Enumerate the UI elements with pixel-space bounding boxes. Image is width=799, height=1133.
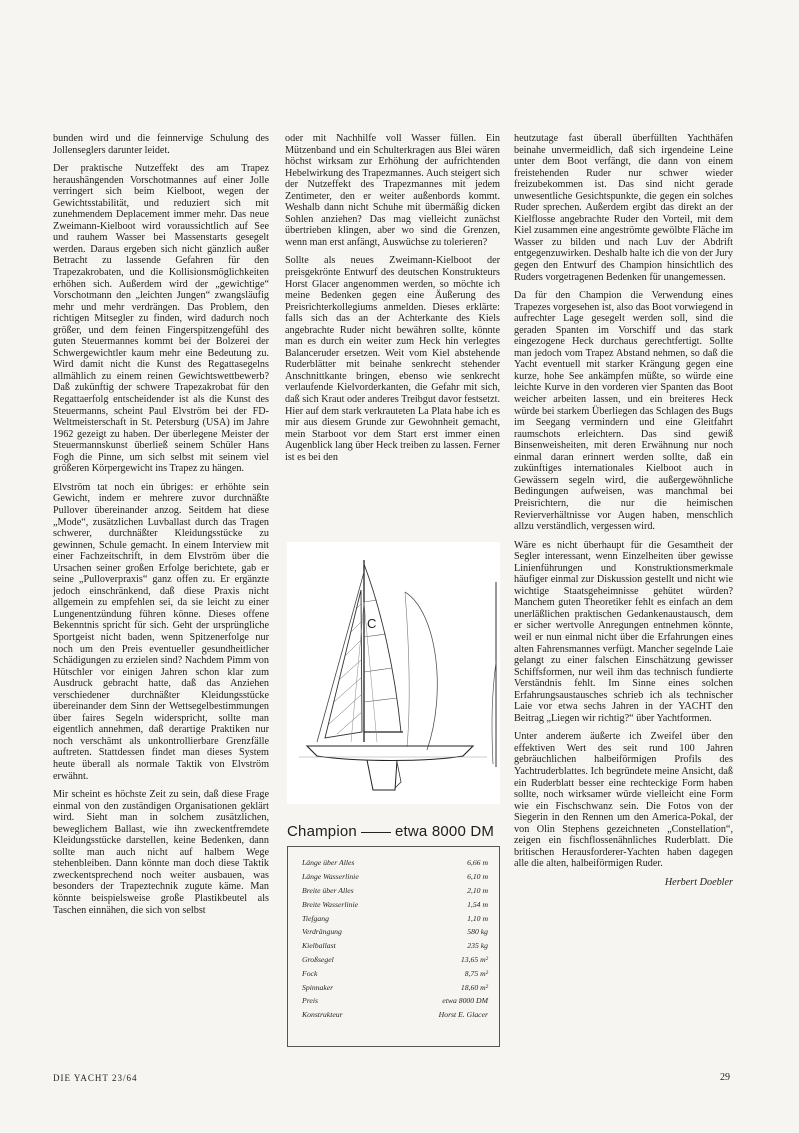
spec-row — [302, 870, 488, 884]
sail-letter: C — [367, 616, 377, 631]
paragraph: Sollte als neues Zweimann-Kielboot der preisgekrönte Entwurf des deutschen Konstrukteurs Horst Glacer angenommen werden, so möchte ich meine Bedenken gegen eine Äußerung des Preisrichterkollegiums anmelden. Dieses erklärte: falls sich das an der Achterkante des Kiels angebrachte Ruder nicht bewähren sollte, könnte man es durch ein weiter zum Heck hin verlegtes Balanceruder ersetzen. Weit vom Kiel abstehende Ruderblätter mit beinahe senkrecht stehender Anschnittkante bringen, ebenso wie senkrecht verlaufende Kielvorderkanten, die Gefahr mit sich, daß sich Kraut oder anderes Treibgut davor festsetzt. Hier auf dem stark verkrauteten La Plata habe ich es mir aus diesem Grunde zur Gewohnheit gemacht, mein Starboot vor dem Start erst immer einen Augenblick lang über Heck treiben zu lassen. Ferner ist es bei den — [285, 255, 501, 463]
author-signature: Herbert Doebler — [664, 876, 733, 888]
spec-value: 580 kg — [467, 927, 488, 937]
article-column-3 — [514, 133, 733, 888]
spec-value: 235 kg — [467, 941, 488, 951]
spec-value: 6,66 m — [467, 858, 488, 868]
paragraph: Der praktische Nutzeffekt des am Trapez heraushängenden Vorschotmannes auf einer Jolle verringert sich beim Kielboot, wegen der Gewichtsstabilität, und reduziert sich mit zunehmendem Deplacement immer mehr. Das neue Zweimann-Kielboot wird voraussichtlich auf See und rauhem Wasser bei Massenstarts gesegelt werden. Daraus ergeben sich nicht gänzlich außer Betracht zu lassende Gefahren für den Trapezakrobaten, und die Kollisionsmöglichkeiten erhöhen sich. Außerdem wird der „gewichtige“ Vorschotmann den „leichten Jungen“ zwangsläufig mehr und mehr verdrängen. Das Problem, den richtigen Mitsegler zu finden, wird dadurch noch größer, und dem feinen Fingerspitzengefühl des guten Steuermannes kommt bei der Bolzerei der Schwergewichtler kaum mehr eine Bedeutung zu. Wird damit nicht die Kunst des Regattasegelns allmählich zu einem reinen Gewichtswettbewerb? Daß zukünftig der schwere Trapezakrobat für den Regattaerfolg entscheidender ist als die Kunst des Steuermanns, scheint Paul Elvström bei der FD-Weltmeisterschaft in St. Petersburg (USA) im Jahre 1962 gezeigt zu haben. Der überlegene Meister der Steuermannskunst überließ seinem Schüler Hans Fogh die Pinne, um sich selbst mit seinem viel größeren Körpergewicht ins Trapez zu hängen. — [53, 163, 269, 475]
spec-row — [302, 980, 488, 994]
spec-value: Horst E. Glacer — [438, 1010, 488, 1020]
spec-row — [302, 897, 488, 911]
spec-value: 8,75 m² — [464, 968, 488, 978]
specifications-table — [302, 856, 488, 1022]
spec-label: Tiefgang — [302, 913, 329, 923]
paragraph: bunden wird und die feinnervige Schulung des Jollenseglers darunter leidet. — [53, 133, 269, 156]
article-column-2 — [285, 133, 500, 470]
spec-value: 18,60 m² — [460, 982, 488, 992]
specifications-box — [287, 846, 500, 1047]
sail-plan-svg — [287, 542, 500, 804]
spec-value: 2,10 m — [467, 885, 488, 895]
paragraph: Unter anderem äußerte ich Zweifel über den effektiven Wert des seit rund 100 Jahren gebräuchlichen halbeiförmigen Profils des Yachtruderblattes. Ich begründete meine Ansicht, daß ein Ruderblatt besser eine rechteckige Form haben sollte, noch wirksamer würde vielleicht eine Form wie ein Fischschwanz sein. Die Fotos von der Siegerin in den Rennen um den America-Pokal, der von Olin Stephens gezeichneten „Constellation“, zeigen ein fischflossenähnliches Ruderblatt. Die britischen Herausforderer-Yachten haben dagegen alle die alten, halbeiförmigen Ruder. — [514, 731, 733, 870]
spec-row — [302, 884, 488, 898]
boat-price: etwa 8000 DM — [394, 823, 495, 840]
spec-value: 13,65 m² — [460, 954, 488, 964]
spec-label: Kielballast — [302, 941, 336, 951]
paragraph: heutzutage fast überall überfüllten Yachthäfen beinahe unvermeidlich, daß sich irgendeine Leine unter dem Boot verfängt, die dann von einem freistehenden Ruder nur schwer wieder freizubekommen ist. Das sind nicht gerade unwesentliche Gesichtspunkte, die gegen ein solches Ruder sprechen. Außerdem ergibt das direkt an der Kielflosse angebrachte Ruder den Vorteil, mit dem Kiel zusammen eine angeströmte gewölbte Fläche im Wasser zu bilden und nach Luv der Abdrift entgegenzuwirken. Deshalb halte ich die von der Jury gegen den Entwurf des Champion hinsichtlich des Ruders vorgetragenen Bedenken für unangemessen. — [514, 133, 733, 283]
spec-row — [302, 925, 488, 939]
spec-value: 1,54 m — [467, 899, 488, 909]
paragraph: Da für den Champion die Verwendung eines Trapezes vorgesehen ist, also das Boot vorwiegend in aufrechter Lage gesegelt werden soll, sind die geraden Spanten im Vorschiff und das stark eingezogene Heck durchaus gerechtfertigt. Sollte man jedoch vom Trapez Abstand nehmen, so daß die Yacht eventuell mit starker Krängung gegen eine kurze, hohe See ankämpfen müßte, so würde eine leichte Kurve in den vorderen vier Spanten das Boot weicher arbeiten lassen, und ein breiteres Heck würde bei starkem Überliegen das Schlagen des Bugs im Seegang vermindern und eine Gleitfahrt raumschots erleichtern. Das sind gewiß Binsenweisheiten, mit deren Erwähnung nur noch einmal daran erinnert werden sollte, daß ein zukünftiges internationales Kielboot auch in Gewässern segeln wird, die außergewöhnliche Bedingungen aufweisen, was manchmal bei Preisrichtern, die nur die heimischen Revierverhältnisse vor Augen haben, menschlich allzu verständlich, vergessen wird. — [514, 290, 733, 533]
spec-label: Breite über Alles — [302, 885, 354, 895]
spec-label: Preis — [302, 996, 318, 1006]
sail-plan-drawing — [287, 542, 500, 804]
article-column-1 — [53, 133, 269, 923]
spec-row — [302, 994, 488, 1008]
spec-row — [302, 1008, 488, 1022]
spec-label: Länge über Alles — [302, 858, 355, 868]
figure-caption — [287, 823, 502, 840]
paragraph: Elvström tat noch ein übriges: er erhöhte sein Gewicht, indem er mehrere zuvor durchnäßte Pullover übereinander anzog. Seitdem hat diese „Mode“, zusätzlichen Luvballast durch das Tragen schwerer, durchnäßter Kleidungsstücke zu gewinnen, Schule gemacht. In einem Interview mit einer Fachzeitschrift, in dem Elvström über die Ursachen seiner großen Erfolge berichtete, gab er seine „Pulloverpraxis“ ganz offen zu. Er ergänzte jedoch einschränkend, daß diese Praxis nicht allgemein zu empfehlen sei, da sie leicht zu einer Lungenentzündung führen könne. Dieses offene Bekenntnis spricht für sich. Geht der ursprüngliche Sportgeist nicht baden, wenn Spitzenerfolge nur noch um den Preis eventueller gesundheitlicher Schädigungen zu erzielen sind? Nachdem Pimm von Hütschler vor einigen Jahren schon klar zum Ausdruck gebracht hatte, daß das Anziehen verschiedener durchnäßter Kleidungsstücke übereinander dem Sinn der Wettsegelbestimmungen über faires Segeln widerspricht, sollte man eigentlich annehmen, daß derartige Praktiken nur noch verschämt als unkontrollierbare Grenzfälle auftreten. Stattdessen findet man dieses System heute überall als normale Taktik von Elvström erwähnt. — [53, 481, 269, 782]
spec-value: 6,10 m — [467, 872, 488, 882]
spec-row — [302, 966, 488, 980]
spec-label: Verdrängung — [302, 927, 342, 937]
spec-label: Fock — [302, 968, 318, 978]
spec-label: Großsegel — [302, 954, 334, 964]
boat-name: Champion — [287, 823, 357, 840]
spec-row — [302, 911, 488, 925]
spec-value: 1,10 m — [467, 913, 488, 923]
page-number: 29 — [720, 1072, 730, 1083]
paragraph: Wäre es nicht überhaupt für die Gesamtheit der Segler interessant, wenn Einzelheiten über gewisse Linienführungen und Konstruktionsmerkmale häufiger einmal zur Diskussion gestellt und nicht wie wichtige Staatsgeheimnisse gehütet würden? Manchem guten Theoretiker fehlt es einfach an dem unerläßlichen praktischen Gedankenaustausch, dem er sicher wertvolle Anregungen entnehmen könnte, weil er nun einmal nicht über die Erfahrungen eines alten Fahrensmannes verfügt. Mancher segelnde Laie gelangt zu einer falschen Einschätzung gewisser Schiffsformen, nur weil ihm das technisch fundierte Verständnis fehlt. Im Sinne eines solchen Erfahrungsaustausches schrieb ich als technischer Laie vor etwa sechs Jahren in der YACHT den Beitrag „Liegen wir richtig?“ über Yachtformen. — [514, 539, 733, 724]
spec-label: Länge Wasserlinie — [302, 872, 359, 882]
spec-row — [302, 939, 488, 953]
spec-value: etwa 8000 DM — [442, 996, 488, 1006]
publication-footer: DIE YACHT 23/64 — [53, 1073, 138, 1083]
spec-label: Konstrukteur — [302, 1010, 343, 1020]
caption-dash — [361, 832, 391, 833]
paragraph: oder mit Nachhilfe voll Wasser füllen. Ein Mützenband und ein Schulterkragen aus Blei wären höchst wirksam zur Erhöhung der aufrichtenden Hebelwirkung des Trapezmannes. Auch steigert sich der Nutzeffekt des Trapezmannes mit jedem Zentimeter, den er weiter außenbords kommt. Weshalb dann nicht Schuhe mit übermäßig dicken Sohlen anziehen? Das mag vielleicht zunächst übertrieben klingen, aber wo sind die Grenzen, wenn man erst anfängt, Auswüchse zu tolerieren? — [285, 133, 500, 248]
spec-label: Spinnaker — [302, 982, 334, 992]
spec-label: Breite Wasserlinie — [302, 899, 359, 909]
spec-row — [302, 856, 488, 870]
paragraph: Mir scheint es höchste Zeit zu sein, daß diese Frage einmal von den zuständigen Organisationen geklärt wird. Sieht man in solchem zusätzlichen, beweglichem Ballast, wie ihn zweckentfremdete Kleidungsstücke darstellen, keine Bedenken, dann sollte man auch nicht auf halbem Wege stehenbleiben. Dann könnte man doch diese Taktik zweckentsprechend noch weiter ausbauen, was besonders der Trapeztechnik zugute käme. Man könnte beispielsweise große Plastikbeutel als Taschen einnähen, die sich von selbst — [53, 789, 269, 916]
spec-row — [302, 953, 488, 967]
